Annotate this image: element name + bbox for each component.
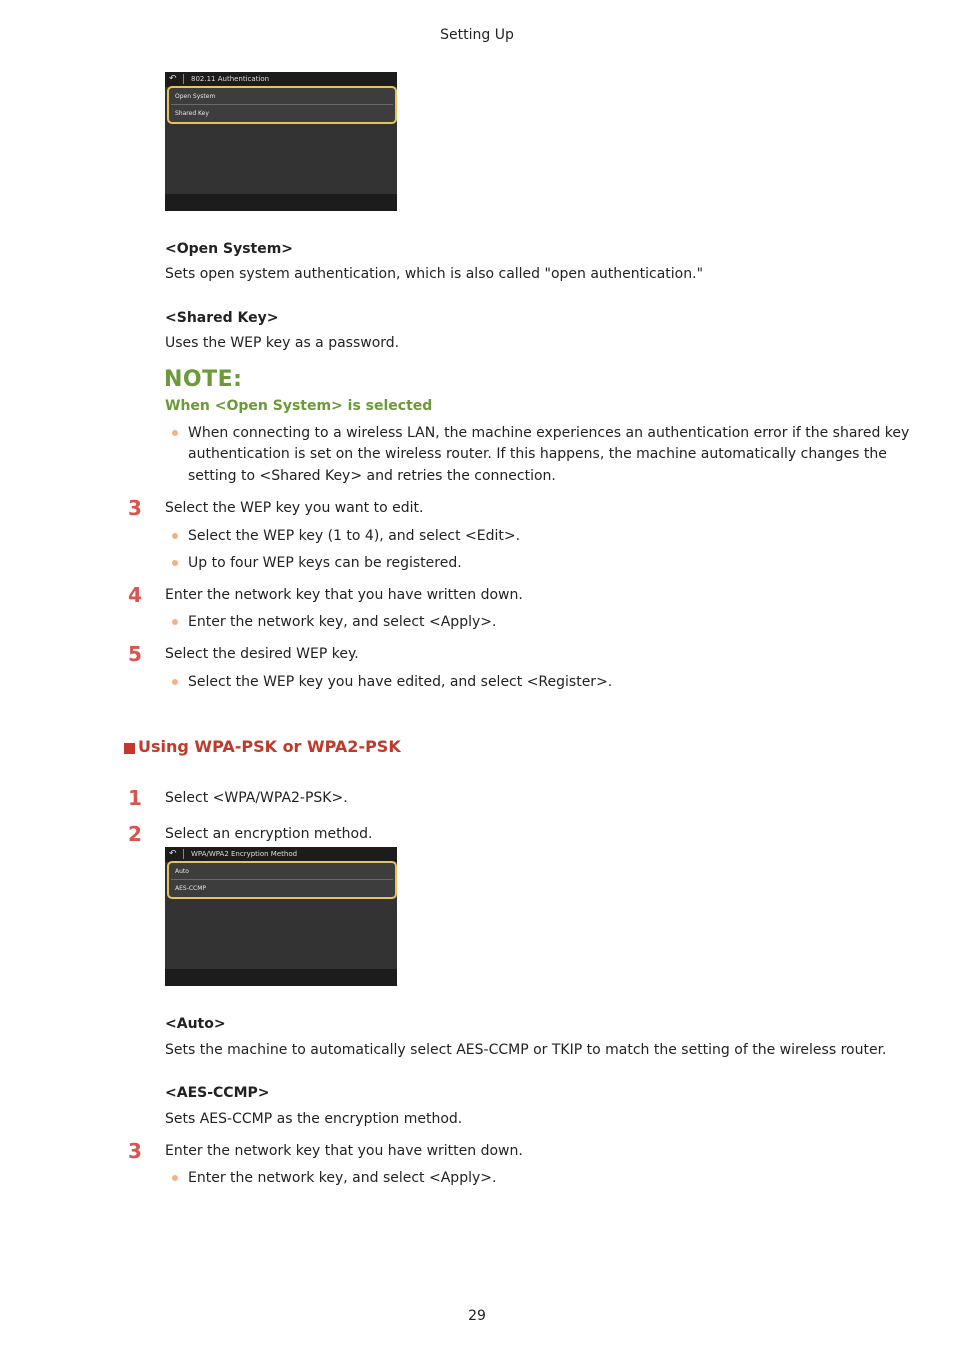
term-shared-key: <Shared Key> bbox=[165, 310, 279, 326]
step-number: 2 bbox=[128, 822, 142, 846]
step-bullet: Enter the network key, and select <Apply>. bbox=[188, 614, 497, 630]
title-separator bbox=[183, 74, 184, 84]
bullet-icon bbox=[172, 560, 178, 566]
page-number: 29 bbox=[468, 1308, 486, 1324]
note-line-1: When connecting to a wireless LAN, the machine experiences an authentication error if the shared key bbox=[188, 425, 910, 441]
step-text: Select an encryption method. bbox=[165, 826, 373, 842]
options-panel bbox=[167, 86, 397, 124]
device-screen-authentication bbox=[165, 72, 397, 211]
step-bullet: Up to four WEP keys can be registered. bbox=[188, 555, 462, 571]
step-number: 3 bbox=[128, 1139, 142, 1163]
screen-title: WPA/WPA2 Encryption Method bbox=[191, 850, 298, 858]
step-text: Enter the network key that you have written down. bbox=[165, 1143, 523, 1159]
step-text: Select the WEP key you want to edit. bbox=[165, 500, 424, 516]
options-panel bbox=[167, 861, 397, 899]
bullet-icon bbox=[172, 1175, 178, 1181]
screen-title: 802.11 Authentication bbox=[191, 75, 270, 83]
step-bullet: Select the WEP key you have edited, and select <Register>. bbox=[188, 674, 613, 690]
step-text: Enter the network key that you have written down. bbox=[165, 587, 523, 603]
step-text: Select the desired WEP key. bbox=[165, 646, 359, 662]
screen-bottom-bar bbox=[165, 969, 397, 986]
option-auto: Auto bbox=[175, 868, 189, 875]
option-open-system: Open System bbox=[175, 93, 216, 100]
bullet-icon bbox=[172, 619, 178, 625]
step-number: 4 bbox=[128, 583, 142, 607]
step-number: 1 bbox=[128, 786, 142, 810]
step-bullet: Enter the network key, and select <Apply>. bbox=[188, 1170, 497, 1186]
option-shared-key: Shared Key bbox=[175, 110, 209, 117]
step-text: Select <WPA/WPA2-PSK>. bbox=[165, 790, 348, 806]
step-number: 5 bbox=[128, 642, 142, 666]
desc-auto: Sets the machine to automatically select AES-CCMP or TKIP to match the setting of the wireless router. bbox=[165, 1042, 887, 1058]
back-arrow-icon: ↶ bbox=[169, 74, 177, 84]
bullet-icon bbox=[172, 533, 178, 539]
note-subtitle: When <Open System> is selected bbox=[165, 398, 433, 414]
desc-open-system: Sets open system authentication, which is also called "open authentication." bbox=[165, 266, 704, 282]
step-number: 3 bbox=[128, 496, 142, 520]
bullet-icon bbox=[172, 679, 178, 685]
note-line-2: authentication is set on the wireless router. If this happens, the machine automatically changes the bbox=[188, 446, 887, 462]
step-bullet: Select the WEP key (1 to 4), and select <Edit>. bbox=[188, 528, 521, 544]
screen-bottom-bar bbox=[165, 194, 397, 211]
desc-shared-key: Uses the WEP key as a password. bbox=[165, 335, 400, 351]
term-open-system: <Open System> bbox=[165, 241, 294, 257]
device-screen-encryption bbox=[165, 847, 397, 986]
option-aes-ccmp: AES-CCMP bbox=[175, 885, 207, 892]
screen-title-bar bbox=[165, 72, 397, 87]
desc-aes-ccmp: Sets AES-CCMP as the encryption method. bbox=[165, 1111, 463, 1127]
term-auto: <Auto> bbox=[165, 1016, 226, 1032]
bullet-icon bbox=[172, 430, 178, 436]
term-aes-ccmp: <AES-CCMP> bbox=[165, 1085, 270, 1101]
back-arrow-icon: ↶ bbox=[169, 849, 177, 859]
section-heading: Using WPA-PSK or WPA2-PSK bbox=[138, 737, 401, 756]
option-divider bbox=[171, 104, 393, 105]
title-separator bbox=[183, 849, 184, 859]
section-square-icon bbox=[124, 743, 135, 754]
note-line-3: setting to <Shared Key> and retries the connection. bbox=[188, 468, 556, 484]
option-divider bbox=[171, 879, 393, 880]
screen-title-bar bbox=[165, 847, 397, 862]
note-title: NOTE: bbox=[164, 367, 243, 392]
running-header: Setting Up bbox=[440, 27, 514, 43]
